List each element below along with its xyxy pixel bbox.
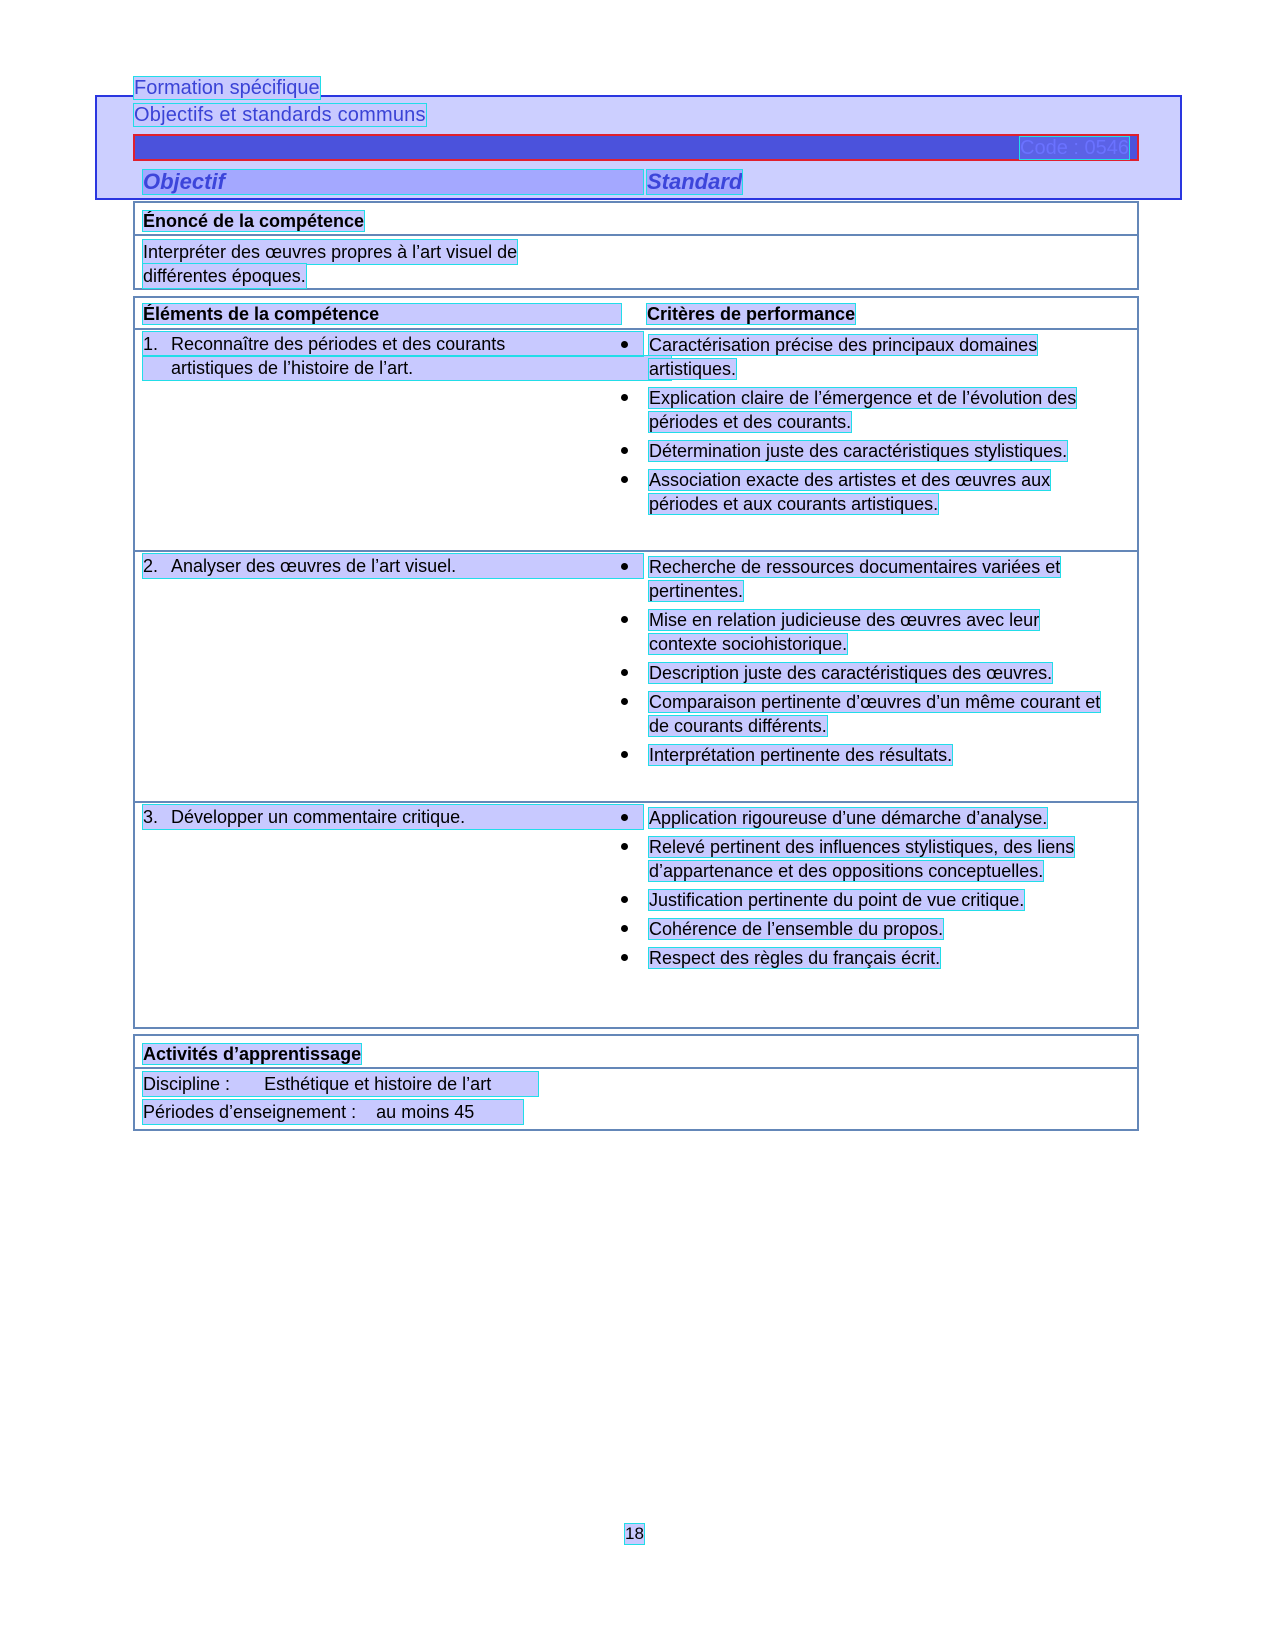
section-subtitle: Objectifs et standards communs	[134, 104, 426, 126]
divider	[135, 328, 1137, 330]
periods-label: Périodes d’enseignement :	[143, 1102, 357, 1122]
criteria-heading: Critères de performance	[647, 304, 856, 324]
bullet-icon	[621, 476, 628, 483]
periods-value: au moins 45	[376, 1102, 475, 1122]
bullet-icon	[621, 896, 628, 903]
statement-heading: Énoncé de la compétence	[143, 211, 365, 231]
learning-activities-box	[133, 1034, 1139, 1131]
element-number: 2.	[143, 556, 159, 576]
bullet-icon	[621, 394, 628, 401]
criterion-item: Comparaison pertinente d’œuvres d’un même courant et de courants différents.	[621, 690, 1101, 738]
element-text-line-2: artistiques de l’histoire de l’art.	[143, 356, 671, 380]
criterion-item: Cohérence de l’ensemble du propos.	[621, 917, 1101, 941]
element-row-3	[143, 805, 643, 829]
criterion-item: Recherche de ressources documentaires variées et pertinentes.	[621, 555, 1101, 603]
code-bar	[133, 134, 1139, 161]
element-text: Développer un commentaire critique.	[171, 807, 466, 827]
discipline-label: Discipline :	[143, 1074, 231, 1094]
criterion-item: Respect des règles du français écrit.	[621, 946, 1101, 970]
competency-code: Code : 0546	[1020, 137, 1129, 159]
bullet-icon	[621, 669, 628, 676]
criterion-item: Interprétation pertinente des résultats.	[621, 743, 1101, 767]
criteria-list-3	[621, 806, 1101, 975]
bullet-icon	[621, 925, 628, 932]
bullet-icon	[621, 698, 628, 705]
criterion-item: Application rigoureuse d’une démarche d’analyse.	[621, 806, 1101, 830]
bullet-icon	[621, 447, 628, 454]
element-number: 1.	[143, 334, 159, 354]
statement-text-line-1: Interpréter des œuvres propres à l’art visuel de	[143, 242, 518, 262]
elements-criteria-table	[133, 296, 1139, 1029]
criterion-item: Explication claire de l’émergence et de l’évolution des périodes et des courants.	[621, 386, 1101, 434]
bullet-icon	[621, 843, 628, 850]
bullet-icon	[621, 563, 628, 570]
criterion-item: Relevé pertinent des influences stylistiques, des liens d’appartenance et des oppositions conceptuelles.	[621, 835, 1101, 883]
activities-heading: Activités d’apprentissage	[143, 1044, 362, 1064]
divider	[135, 234, 1137, 236]
objective-column-heading: Objectif	[143, 170, 643, 194]
bullet-icon	[621, 954, 628, 961]
statement-text-line-2: différentes époques.	[143, 266, 306, 286]
element-number: 3.	[143, 807, 159, 827]
criterion-item: Justification pertinente du point de vue critique.	[621, 888, 1101, 912]
standard-column-heading: Standard	[647, 169, 743, 194]
periods-line	[143, 1100, 523, 1124]
bullet-icon	[621, 751, 628, 758]
divider	[135, 801, 1137, 803]
discipline-value: Esthétique et histoire de l’art	[264, 1074, 492, 1094]
page-number: 18	[625, 1524, 644, 1543]
element-text: Reconnaître des périodes et des courants	[171, 334, 506, 354]
criterion-item: Détermination juste des caractéristiques stylistiques.	[621, 439, 1101, 463]
element-row-2	[143, 554, 643, 578]
criterion-item: Description juste des caractéristiques des œuvres.	[621, 661, 1101, 685]
element-text: Analyser des œuvres de l’art visuel.	[171, 556, 457, 576]
program-title: Formation spécifique	[134, 77, 320, 99]
bullet-icon	[621, 341, 628, 348]
criteria-list-1	[621, 333, 1101, 521]
criterion-item: Mise en relation judicieuse des œuvres avec leur contexte sociohistorique.	[621, 608, 1101, 656]
bullet-icon	[621, 814, 628, 821]
discipline-line	[143, 1072, 538, 1096]
bullet-icon	[621, 616, 628, 623]
criteria-list-2	[621, 555, 1101, 772]
criterion-item: Caractérisation précise des principaux domaines artistiques.	[621, 333, 1101, 381]
divider	[135, 550, 1137, 552]
competency-statement-box	[133, 201, 1139, 290]
divider	[135, 1067, 1137, 1069]
criterion-item: Association exacte des artistes et des œuvres aux périodes et aux courants artistiques.	[621, 468, 1101, 516]
element-row-1	[143, 332, 643, 380]
elements-heading: Éléments de la compétence	[143, 304, 621, 324]
